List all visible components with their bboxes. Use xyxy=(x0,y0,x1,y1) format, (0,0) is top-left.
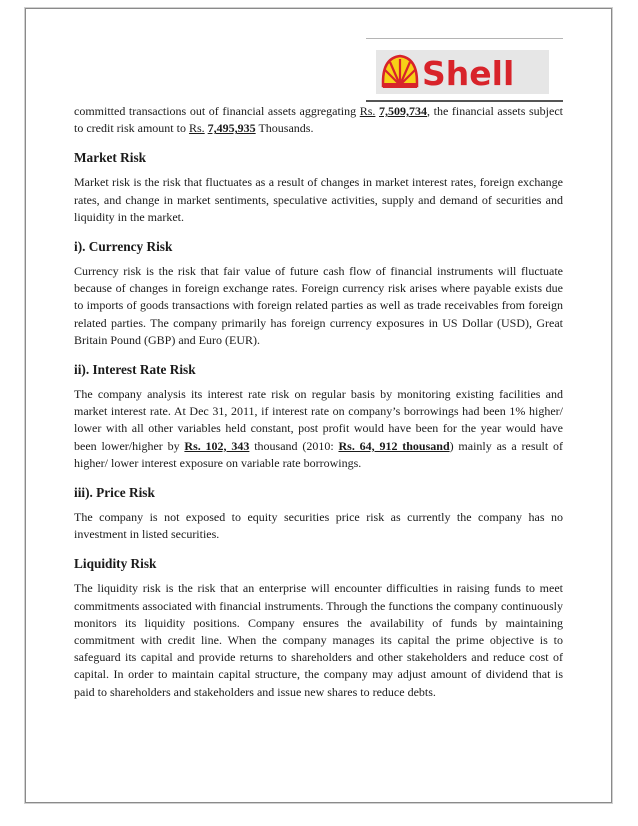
intro-text-b: , the financial assets subject to credit risk amount to xyxy=(74,104,564,136)
header-rule-bottom xyxy=(366,100,563,102)
heading-price-risk: iii). Price Risk xyxy=(74,485,155,501)
amount-2010-impact: Rs. 64, 912 thousand xyxy=(338,438,450,453)
market-risk-paragraph: Market risk is the risk that fluctuates as a result of changes in market interest rates, foreign exchange rates, and change in market sentiments, speculative activities, supply and demand of securities and liquidity in the market. xyxy=(74,175,563,224)
shell-logo-graphic xyxy=(380,52,545,92)
heading-interest-rate-risk: ii). Interest Rate Risk xyxy=(74,362,196,378)
currency-rs-1: Rs. xyxy=(359,104,376,118)
interest-rate-risk-paragraph xyxy=(74,386,563,472)
logo-wordmark: Shell xyxy=(422,54,515,92)
currency-risk-paragraph: Currency risk is the risk that fair value of future cash flow of financial instruments will fluctuate because of changes in foreign exchange rates. Foreign currency risk arises where payable exists due to imports of goods transactions with foreign related parties as well as trade receivables from foreign related parties. The company primarily has foreign currency exposures in US Dollar (USD), Great Britain Pound (GBP) and Euro (EUR). xyxy=(74,264,563,347)
pecten-icon xyxy=(383,56,417,88)
amount-financial-assets: 7,509,734 xyxy=(379,104,428,118)
document-body xyxy=(74,103,563,701)
heading-market-risk: Market Risk xyxy=(74,150,147,166)
interest-text-a: The company analysis its interest rate risk on regular basis by monitoring existing facilities and market interest rate. At Dec 31, 2011, if interest rate on company’s borrowings had been 1% higher/ lower with all other variables held constant, post profit would have been for the year would have been lower/higher by xyxy=(74,387,563,453)
amount-2011-impact: Rs. 102, 343 xyxy=(184,438,250,453)
price-risk-paragraph: The company is not exposed to equity securities price risk as currently the company has no investment in listed securities. xyxy=(74,510,563,542)
liquidity-risk-paragraph: The liquidity risk is the risk that an enterprise will encounter difficulties in raising funds to meet commitments associated with financial instruments. Through the functions the company continuously monitors its liquidity positions. Company ensures the availability of funds by maintaining commitment with credit line. When the company manages its capital the prime objective is to safeguard its capital and provide returns to shareholders and other stakeholders and reduce cost of capital. In order to maintain capital structure, the company may adjust amount of dividend that is paid to shareholders and stakeholders and issue new shares to reduce debts. xyxy=(74,581,563,699)
header-rule-top xyxy=(366,38,563,39)
amount-credit-risk: 7,495,935 xyxy=(207,121,256,136)
heading-currency-risk: i). Currency Risk xyxy=(74,239,173,255)
currency-rs-2: Rs. xyxy=(188,121,205,136)
intro-paragraph xyxy=(74,103,563,137)
heading-liquidity-risk: Liquidity Risk xyxy=(74,556,157,572)
intro-text-a: committed transactions out of financial assets aggregating xyxy=(74,104,360,118)
interest-text-c: ) mainly as a result of higher/ lower interest exposure on variable rate borrowings. xyxy=(74,438,563,470)
interest-text-b: thousand (2010: xyxy=(249,438,339,453)
intro-text-c: Thousands. xyxy=(255,121,314,136)
shell-logo xyxy=(376,50,549,94)
